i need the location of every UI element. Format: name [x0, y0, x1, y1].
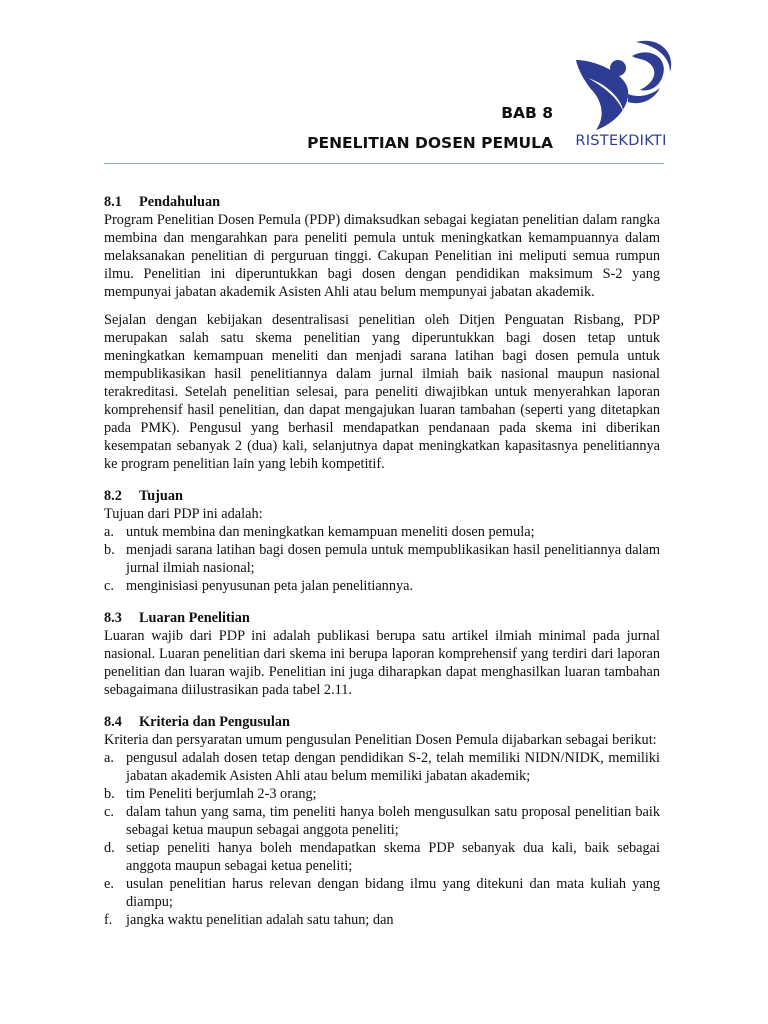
section-title: Kriteria dan Pengusulan [139, 714, 290, 730]
list-item [104, 577, 660, 595]
section-heading [104, 609, 660, 627]
list-intro: Tujuan dari PDP ini adalah: [104, 506, 263, 522]
section-heading [104, 193, 660, 211]
section-heading [104, 487, 660, 505]
list-item-text: menjadi sarana latihan bagi dosen pemula untuk mempublikasikan hasil penelitiannya dalam jurnal ilmiah nasional; [126, 542, 660, 576]
chapter-title: PENELITIAN DOSEN PEMULA [307, 134, 553, 152]
paragraph: Program Penelitian Dosen Pemula (PDP) dimaksudkan sebagai kegiatan penelitian dalam rangka membina dan mengarahkan para peneliti pemula untuk meningkatkan kemampuannya dalam melaksanakan penelitian di perguruan tinggi. Cakupan Penelitian ini meliputi semua rumpun ilmu. Penelitian ini diperuntukkan bagi dosen dengan pendidikan maksimum S-2 yang mempunyai jabatan akademik Asisten Ahli atau belum mempunyai jabatan akademik. [104, 212, 660, 300]
list-item-text: menginisiasi penyusunan peta jalan penelitiannya. [126, 578, 414, 594]
paragraph: Sejalan dengan kebijakan desentralisasi penelitian oleh Ditjen Penguatan Risbang, PDP merupakan salah satu skema penelitian yang diperuntukkan bagi dosen tetap untuk meningkatkan kemampuan meneliti dan menjadi sarana latihan bagi dosen pemula untuk mempublikasikan hasil penelitiannya dalam jurnal ilmiah baik nasional maupun nasional terakreditasi. Setelah penelitian selesai, para peneliti diwajibkan untuk menyerahkan laporan komprehensif hasil penelitian, dan dapat mengajukan luaran tambahan (seperti yang ditetapkan pada PMK). Pengusul yang berhasil mendapatkan pendanaan pada skema ini diberikan kesempatan sebanyak 2 (dua) kali, selanjutnya dapat meningkatkan kapasitasnya penelitiannya ke program penelitian lain yang lebih kompetitif. [104, 312, 660, 472]
section-number: 8.4 [104, 714, 122, 730]
list-item-text: tim Peneliti berjumlah 2-3 orang; [126, 786, 317, 802]
objective-list [104, 523, 660, 595]
list-marker: c. [104, 578, 114, 594]
list-marker: a. [104, 524, 114, 540]
criteria-list [104, 749, 660, 929]
list-item-text: setiap peneliti hanya boleh mendapatkan skema PDP sebanyak dua kali, baik sebagai anggota maupun sebagai ketua peneliti; [126, 840, 660, 874]
list-marker: b. [104, 786, 115, 802]
list-item-text: usulan penelitian harus relevan dengan bidang ilmu yang ditekuni dan mata kuliah yang diampu; [126, 876, 660, 910]
list-marker: a. [104, 750, 114, 766]
section-title: Tujuan [139, 488, 183, 504]
paragraph: Luaran wajib dari PDP ini adalah publikasi berupa satu artikel ilmiah minimal pada jurnal nasional. Luaran penelitian dari skema ini berupa laporan komprehensif yang terdiri dari laporan penelitian dan luaran wajib. Penelitian ini juga diharapkan dapat menghasilkan luaran tambahan sebagaimana diilustrasikan pada tabel 2.11. [104, 628, 660, 698]
list-item-text: dalam tahun yang sama, tim peneliti hanya boleh mengusulkan satu proposal penelitian baik sebagai ketua maupun sebagai anggota peneliti; [126, 804, 660, 838]
ristekdikti-logo [566, 38, 676, 156]
list-marker: b. [104, 542, 115, 558]
list-intro: Kriteria dan persyaratan umum pengusulan Penelitian Dosen Pemula dijabarkan sebagai berikut: [104, 732, 657, 748]
list-item [104, 749, 660, 785]
section-title: Luaran Penelitian [139, 610, 250, 626]
section-number: 8.3 [104, 610, 122, 626]
list-item-text: untuk membina dan meningkatkan kemampuan meneliti dosen pemula; [126, 524, 535, 540]
list-marker: f. [104, 912, 113, 928]
section-number: 8.1 [104, 194, 122, 210]
list-item [104, 541, 660, 577]
list-item [104, 803, 660, 839]
list-item-text: pengusul adalah dosen tetap dengan pendidikan S-2, telah memiliki NIDN/NIDK, memiliki jabatan akademik Asisten Ahli atau belum memiliki jabatan akademik; [126, 750, 660, 784]
header-divider [104, 163, 664, 164]
list-item [104, 911, 660, 929]
list-marker: c. [104, 804, 114, 820]
list-item [104, 875, 660, 911]
list-item-text: jangka waktu penelitian adalah satu tahun; dan [126, 912, 394, 928]
ristekdikti-emblem-icon [566, 38, 676, 134]
list-marker: d. [104, 840, 115, 856]
section-title: Pendahuluan [139, 194, 221, 210]
logo-wordmark: RISTEKDIKTI [575, 133, 667, 149]
list-item [104, 839, 660, 875]
list-marker: e. [104, 876, 114, 892]
document-body [104, 193, 660, 929]
section-heading [104, 713, 660, 731]
page-header [0, 0, 768, 170]
list-item [104, 523, 660, 541]
list-item [104, 785, 660, 803]
chapter-number: BAB 8 [501, 104, 553, 122]
section-number: 8.2 [104, 488, 122, 504]
